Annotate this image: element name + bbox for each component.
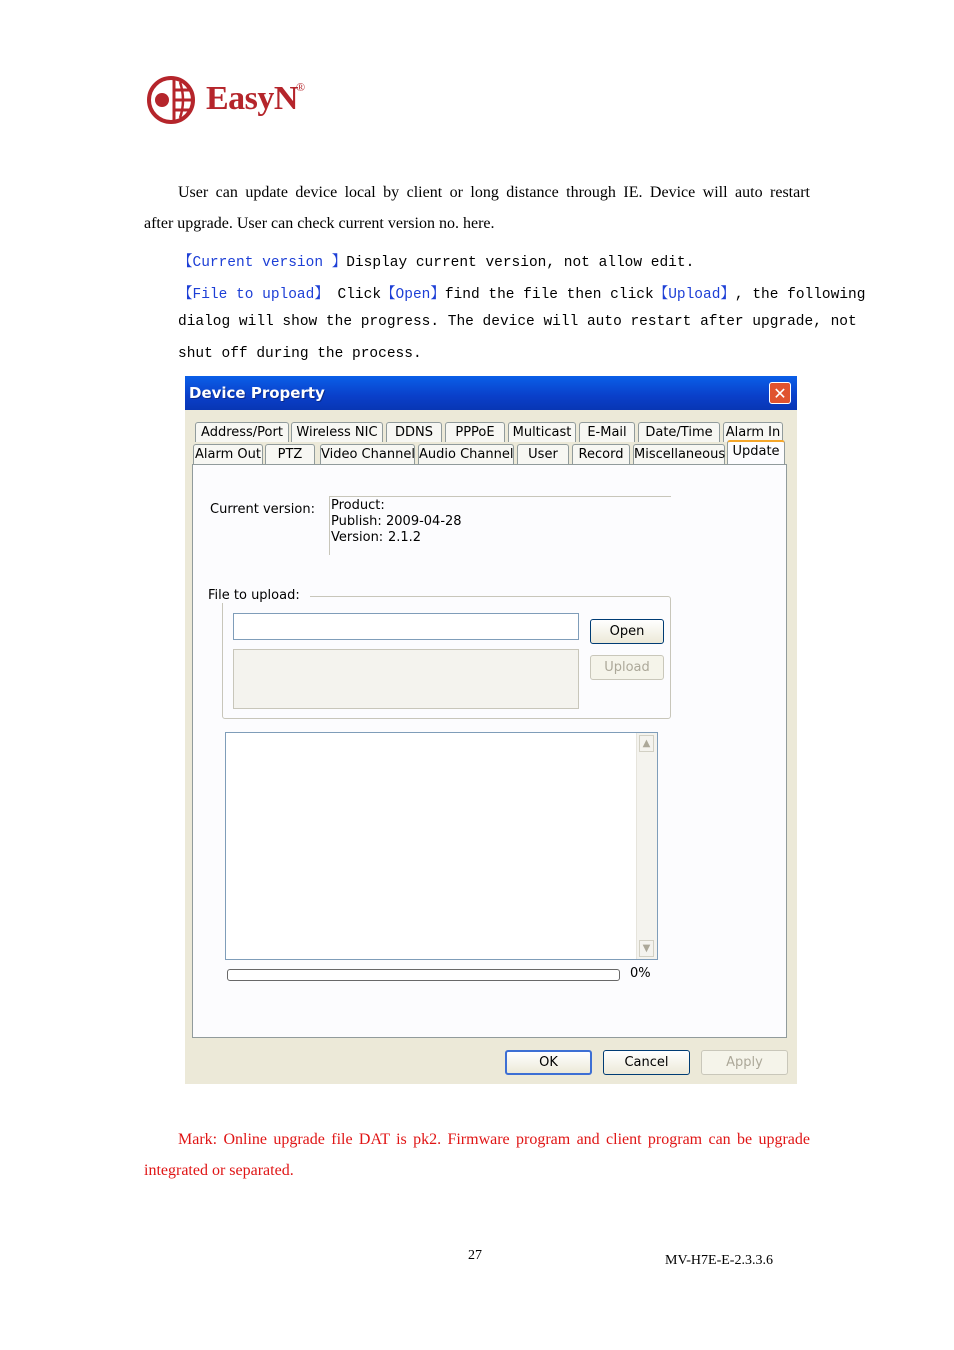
intro-line-1: User can update device local by client or long distance through IE. Device will auto restart <box>178 184 810 201</box>
easyn-logo-icon <box>146 72 202 128</box>
file-upload-tag: 【File to upload】 <box>178 287 329 303</box>
close-icon[interactable]: ✕ <box>769 382 791 404</box>
tab-audio-channel[interactable]: Audio Channel <box>418 444 514 464</box>
log-scrollbar[interactable] <box>636 733 657 959</box>
mark-line-1: Mark: Online upgrade file DAT is pk2. Firmware program and client program can be upgrade <box>178 1131 810 1148</box>
tab-user[interactable]: User <box>517 444 569 464</box>
dialog-titlebar <box>185 376 797 410</box>
mark-line-2: integrated or separated. <box>144 1162 294 1179</box>
registered-mark: ® <box>296 80 306 94</box>
tab-alarm-out[interactable]: Alarm Out <box>193 444 263 464</box>
file-upload-click: Click <box>328 287 382 303</box>
file-path-input[interactable] <box>233 613 579 640</box>
product-label: Product: <box>331 498 385 513</box>
tab-update[interactable]: Update <box>727 440 785 464</box>
dialog-title: Device Property <box>189 384 325 402</box>
file-upload-rest: , the following <box>734 287 866 303</box>
intro-line-2: after upgrade. User can check current version no. here. <box>144 215 495 232</box>
tab-video-channel[interactable]: Video Channel <box>320 444 415 464</box>
tab-multicast[interactable]: Multicast <box>508 422 576 442</box>
file-upload-item <box>178 282 865 303</box>
publish-value: 2009-04-28 <box>386 514 462 529</box>
scroll-down-icon[interactable]: ▼ <box>639 940 654 957</box>
file-upload-line-2: dialog will show the progress. The device will auto restart after upgrade, not <box>178 314 857 330</box>
upload-tag: 【Upload】 <box>653 287 735 303</box>
version-value: 2.1.2 <box>388 530 422 545</box>
current-version-tag: 【Current version 】 <box>178 255 347 271</box>
version-label: Version: <box>331 530 384 545</box>
tab-date-time[interactable]: Date/Time <box>638 422 720 442</box>
publish-label: Publish: <box>331 514 382 529</box>
file-info-box <box>233 649 579 709</box>
scroll-up-icon[interactable]: ▲ <box>639 735 654 752</box>
open-button[interactable]: Open <box>590 619 664 644</box>
progress-log-area[interactable] <box>225 732 658 960</box>
device-property-dialog <box>185 376 797 1084</box>
tab-pppoe[interactable]: PPPoE <box>445 422 505 442</box>
tab-email[interactable]: E-Mail <box>579 422 635 442</box>
current-version-item <box>178 250 694 271</box>
file-upload-label: File to upload: <box>208 588 310 603</box>
upload-button[interactable]: Upload <box>590 655 664 680</box>
document-id: MV-H7E-E-2.3.3.6 <box>665 1253 773 1268</box>
page-number: 27 <box>468 1248 482 1263</box>
tab-ddns[interactable]: DDNS <box>386 422 442 442</box>
brand-name: EasyN <box>206 80 298 117</box>
file-upload-line-3: shut off during the process. <box>178 346 422 362</box>
ok-button[interactable]: OK <box>505 1050 592 1075</box>
tab-alarm-in[interactable]: Alarm In <box>723 422 783 442</box>
progress-percent: 0% <box>630 966 651 981</box>
tab-address-port[interactable]: Address/Port <box>195 422 289 442</box>
open-tag: 【Open】 <box>381 287 445 303</box>
tab-record[interactable]: Record <box>572 444 630 464</box>
file-upload-mid: find the file then click <box>444 287 654 303</box>
tab-ptz[interactable]: PTZ <box>265 444 315 464</box>
tab-wireless-nic[interactable]: Wireless NIC <box>291 422 383 442</box>
current-version-desc: Display current version, not allow edit. <box>346 255 695 271</box>
tab-miscellaneous[interactable]: Miscellaneous <box>633 444 725 464</box>
cancel-button[interactable]: Cancel <box>603 1050 690 1075</box>
update-panel <box>192 464 787 1038</box>
apply-button[interactable]: Apply <box>701 1050 788 1075</box>
progress-bar <box>227 969 620 981</box>
version-divider-left <box>329 496 330 555</box>
version-divider <box>329 496 671 497</box>
current-version-label: Current version: <box>210 502 315 517</box>
